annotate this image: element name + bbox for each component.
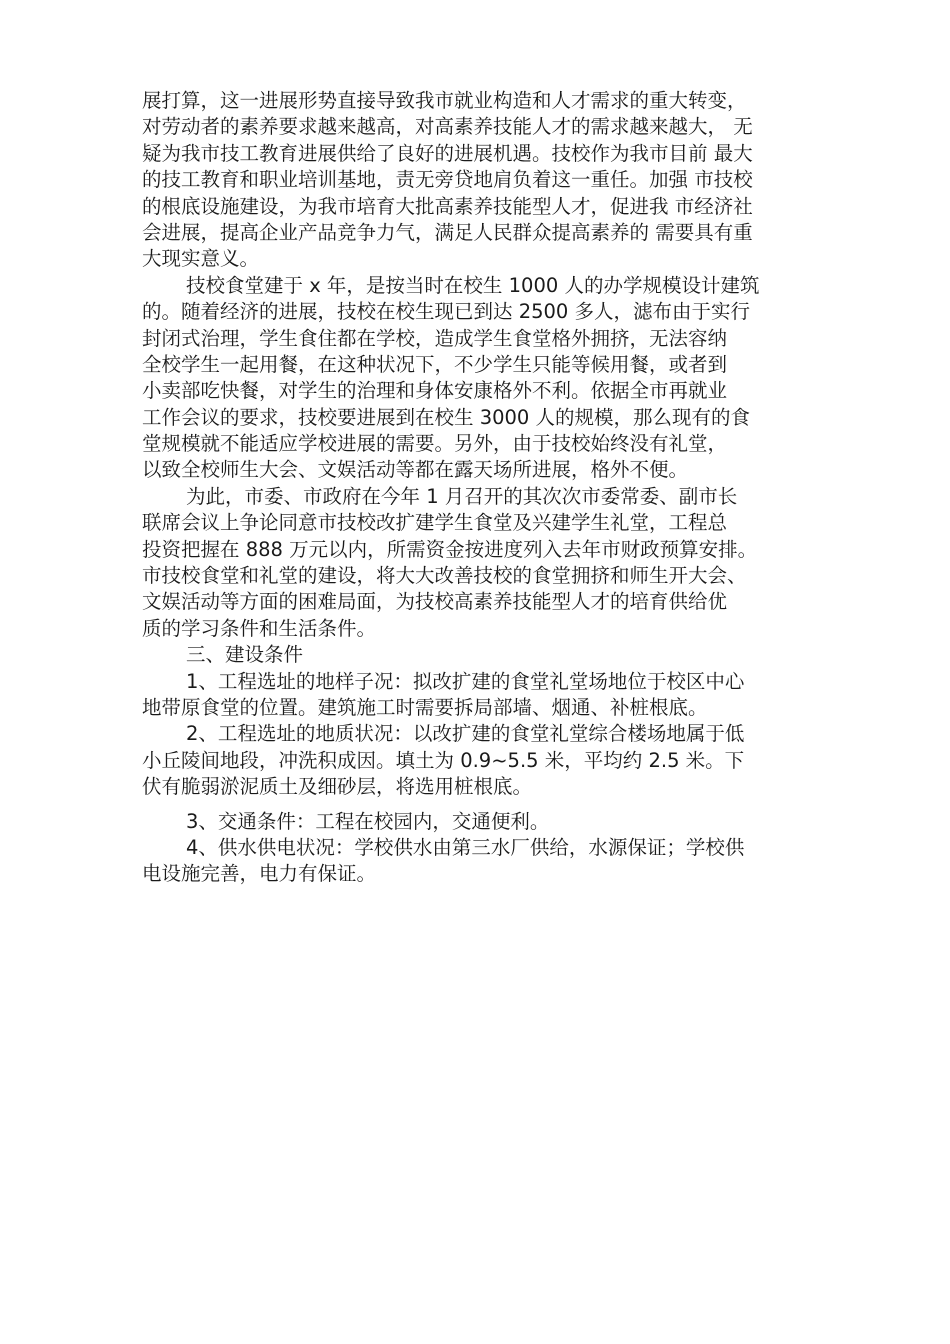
- text-line: 堂规模就不能适应学校进展的需要。另外，由于技校始终没有礼堂，: [142, 432, 728, 456]
- text-line: 电设施完善，电力有保证。: [142, 862, 377, 886]
- text-line: 展打算，这一进展形势直接导致我市就业构造和人才需求的重大转变，: [142, 89, 747, 112]
- section-heading-construction-conditions: [142, 642, 822, 668]
- text-line: 小丘陵间地段，冲洗积成因。填土为 0.9~5.5 米，平均约 2.5 米。下: [142, 748, 745, 772]
- text-line: 文娱活动等方面的困难局面，为技校高素养技能型人才的培育供给优: [142, 590, 728, 614]
- text-line: 对劳动者的素养要求越来越高，对高素养技能人才的需求越来越大， 无: [142, 115, 753, 139]
- text-line: 技校食堂建于 x 年，是按当时在校生 1000 人的办学规模设计建筑: [186, 273, 760, 297]
- text-line: 疑为我市技工教育进展供给了良好的进展机遇。技校作为我市目前 最大: [142, 141, 753, 165]
- paragraph-utility-condition: [142, 835, 822, 888]
- text-line: 地带原食堂的位置。建筑施工时需要拆局部墙、烟通、补桩根底。: [142, 695, 708, 719]
- section-heading: 三、建设条件: [186, 643, 304, 667]
- paragraph-site-condition: [142, 669, 822, 722]
- text-line: 的技工教育和职业培训基地，责无旁贷地肩负着这一重任。加强 市技校: [142, 168, 753, 192]
- paragraph-traffic-condition: [142, 809, 822, 835]
- paragraph-geology-condition: [142, 721, 822, 800]
- paragraph-government-approval: [142, 484, 822, 642]
- text-line: 4、供水供电状况：学校供水由第三水厂供给，水源保证；学校供: [186, 835, 745, 859]
- text-line: 以致全校师生大会、文娱活动等都在露天场所进展，格外不便。: [142, 458, 689, 482]
- paragraph-development-context: [142, 88, 822, 273]
- text-line: 全校学生一起用餐，在这种状况下，不少学生只能等候用餐，或者到: [142, 352, 728, 376]
- text-line: 伏有脆弱淤泥质土及细砂层，将选用桩根底。: [142, 775, 533, 799]
- text-line: 3、交通条件：工程在校园内，交通便利。: [186, 809, 550, 833]
- text-line: 1、工程选址的地样子况：拟改扩建的食堂礼堂场地位于校区中心: [186, 669, 745, 693]
- text-line: 会进展，提高企业产品竞争力气，满足人民群众提高素养的 需要具有重: [142, 220, 753, 244]
- text-line: 联席会议上争论同意市技校改扩建学生食堂及兴建学生礼堂，工程总: [142, 511, 728, 535]
- paragraph-canteen-history: [142, 273, 822, 484]
- text-line: 的根底设施建设，为我市培育大批高素养技能型人才，促进我 市经济社: [142, 194, 753, 218]
- text-line: 的。随着经济的进展，技校在校生现已到达 2500 多人，滤布由于实行: [142, 300, 751, 324]
- text-line: 投资把握在 888 万元以内，所需资金按进度列入去年市财政预算安排。: [142, 537, 758, 561]
- document-body: [142, 88, 822, 888]
- text-line: 工作会议的要求，技校要进展到在校生 3000 人的规模，那么现有的食: [142, 405, 751, 429]
- text-line: 2、工程选址的地质状况：以改扩建的食堂礼堂综合楼场地属于低: [186, 722, 745, 746]
- text-line: 市技校食堂和礼堂的建设，将大大改善技校的食堂拥挤和师生开大会、: [142, 564, 747, 588]
- text-line: 质的学习条件和生活条件。: [142, 616, 377, 640]
- text-line: 小卖部吃快餐，对学生的治理和身体安康格外不利。依据全市再就业: [142, 379, 728, 403]
- text-line: 为此，市委、市政府在今年 1 月召开的其次次市委常委、副市长: [186, 484, 738, 508]
- text-line: 封闭式治理，学生食住都在学校，造成学生食堂格外拥挤，无法容纳: [142, 326, 728, 350]
- text-line: 大现实意义。: [142, 247, 260, 271]
